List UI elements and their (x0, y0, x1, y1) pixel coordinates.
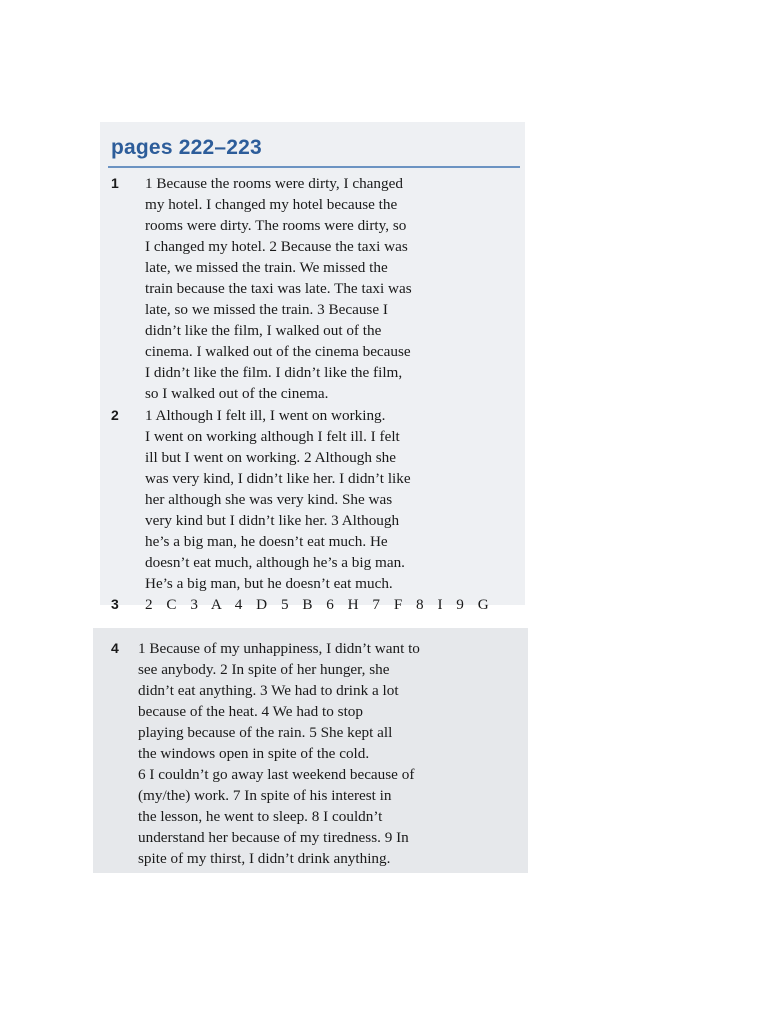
text-line: I went on working although I felt ill. I felt (145, 428, 400, 445)
text-line: spite of my thirst, I didn’t drink anything. (138, 850, 391, 867)
text-line: 6 I couldn’t go away last weekend because of (138, 766, 415, 783)
text-line: playing because of the rain. 5 She kept all (138, 724, 393, 741)
exercise-number: 4 (111, 640, 119, 656)
text-line: her although she was very kind. She was (145, 491, 393, 508)
text-line: doesn’t eat much, although he’s a big man. (145, 554, 405, 571)
exercise-text (145, 173, 412, 404)
text-line: rooms were dirty. The rooms were dirty, so (145, 217, 407, 234)
text-line: so I walked out of the cinema. (145, 385, 329, 402)
exercise-number: 1 (111, 175, 119, 191)
text-line: because of the heat. 4 We had to stop (138, 703, 363, 720)
text-line: the lesson, he went to sleep. 8 I couldn’t (138, 808, 383, 825)
text-line: didn’t like the film, I walked out of the (145, 322, 382, 339)
text-line: 1 Because of my unhappiness, I didn’t want to (138, 640, 420, 657)
text-line: the windows open in spite of the cold. (138, 745, 370, 762)
text-line: late, so we missed the train. 3 Because I (145, 301, 388, 318)
text-line: cinema. I walked out of the cinema because (145, 343, 411, 360)
text-line: ill but I went on working. 2 Although she (145, 449, 397, 466)
text-line: he’s a big man, he doesn’t eat much. He (145, 533, 388, 550)
exercise-text (138, 638, 420, 869)
text-line: see anybody. 2 In spite of her hunger, she (138, 661, 390, 678)
exercise-text (145, 405, 411, 594)
text-line: 1 Because the rooms were dirty, I changed (145, 175, 403, 192)
text-line: didn’t eat anything. 3 We had to drink a lot (138, 682, 399, 699)
text-line: I didn’t like the film. I didn’t like the film, (145, 364, 403, 381)
text-line: train because the taxi was late. The taxi was (145, 280, 412, 297)
exercise-number: 2 (111, 407, 119, 423)
text-line: 2 C 3 A 4 D 5 B 6 H 7 F 8 I 9 G (145, 596, 491, 613)
text-line: my hotel. I changed my hotel because the (145, 196, 398, 213)
exercise-number: 3 (111, 596, 119, 612)
text-line: He’s a big man, but he doesn’t eat much. (145, 575, 393, 592)
text-line: understand her because of my tiredness. 9 In (138, 829, 409, 846)
text-line: 1 Although I felt ill, I went on working. (145, 407, 386, 424)
page-title: pages 222–223 (111, 136, 262, 159)
text-line: very kind but I didn’t like her. 3 Although (145, 512, 400, 529)
text-line: I changed my hotel. 2 Because the taxi was (145, 238, 408, 255)
text-line: (my/the) work. 7 In spite of his interest in (138, 787, 392, 804)
text-line: was very kind, I didn’t like her. I didn’t like (145, 470, 411, 487)
text-line: late, we missed the train. We missed the (145, 259, 388, 276)
exercise-text (145, 594, 491, 615)
title-rule (108, 166, 520, 168)
